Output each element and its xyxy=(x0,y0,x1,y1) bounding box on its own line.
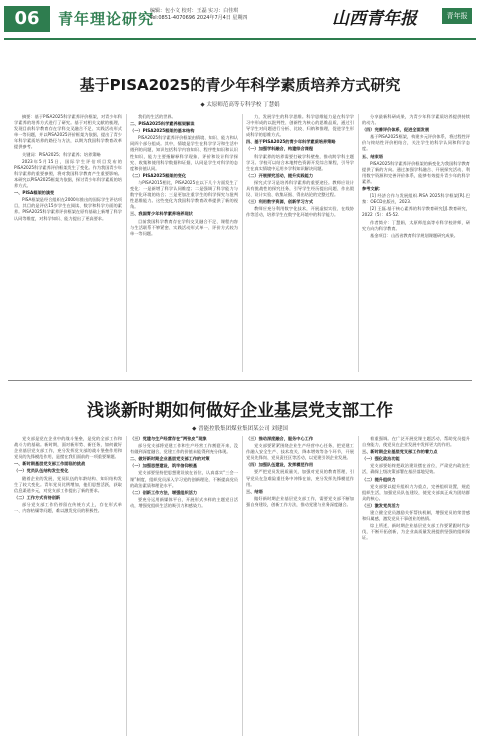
paragraph: 我们的生活的世界。 xyxy=(138,114,176,119)
subheading: （二）开展探究活动，提升实践能力 xyxy=(246,172,314,178)
paragraph: 探究式学习是培养科学素养的重要途径。教师应设计具有挑战性的探究任务，引导学生经历提出问题、作出假设、设计实验、收集证据、得出结论的完整过程。 xyxy=(246,179,354,198)
paragraph: 部分党支部工作仍停留在传统方式上，存在形式单一、内容枯燥等问题，难以激发党员的积极性。 xyxy=(14,501,122,514)
paragraph: 党支部要始终把政治建设摆在首位，严肃党内政治生活，确保上级决策部署在基层落地见效。 xyxy=(362,463,470,475)
meta-line-1: 编辑：包小文 校对：王磊 实习：白佳琪 xyxy=(150,8,239,14)
subheading: 一、PISA框架的演变 xyxy=(14,190,55,196)
newspaper-logo-badge: 青年报 xyxy=(442,8,472,24)
paragraph: 着重强调。在广泛开展党课主题活动，帮助党员提升自身能力，使党员在企业发展中发挥更大的作用。 xyxy=(362,436,470,448)
subheading: 二、做好新时期企业基层党支部工作的对策 xyxy=(130,456,210,462)
article-2-column-2 xyxy=(130,436,238,736)
paragraph: PISA框架是经合组织在2000年推出的国际学生评估项目，其目的是评估15岁学生在阅读、数学和科学方面的素养。PISA2025科学素养评价框架在原有基础上新增了科学认同等维度，对科学知识、能力提出了更高要求。 xyxy=(14,197,122,221)
newspaper-logo: 山西青年报 xyxy=(332,9,417,29)
subheading: （三）党建与生产经营存在“两张皮”现象 xyxy=(130,436,207,441)
paragraph: PISA2025科学素养评价框架的新变化为我国科学教育提供了新的方向。通过加强学科融合、开展探究活动、利用数字资源和完善评价体系，能够有效提升青少年的科学素养。 xyxy=(362,160,470,184)
subheading: （一）党员队伍结构发生变化 xyxy=(14,468,69,474)
subheading: （一）加强学科融合，构建综合课程 xyxy=(246,146,314,152)
subheading: （一）PISA2025框架的基本结构 xyxy=(130,128,195,134)
article-1-column-2 xyxy=(130,114,238,372)
paragraph: 党支部要紧紧围绕企业生产经营中心任务，把党建工作融入安全生产、技术攻关、降本增效等各个环节，开展党员先锋岗、党员责任区等活动，以党建引领企业发展。 xyxy=(246,443,354,461)
masthead xyxy=(0,0,480,38)
article-1-title: 基于PISA2025的青少年科学素质培养方式研究 xyxy=(79,76,401,94)
paragraph: 关键词：PISA2025；科学素养；培养策略 xyxy=(22,151,101,157)
paragraph: 摘要：基于PISA2025科学素养评价框架，对青少年科学素养的培养方式进行了研究。基于对相关文献的梳理，发现目前科学教育存在学科交叉融合不足、实践活动形式单一等问题，并以PISA2025评价框架为依据，提出了青少年科学素质培养的路径与方法，以期为我国科学教育改革提供参考。 xyxy=(14,114,122,150)
subheading: （二）创新工作方法，增强组织活力 xyxy=(130,489,198,495)
subheading: 二、PISA2025科学素养框架解读 xyxy=(130,121,195,127)
reference: [2] 王磊.基于核心素养的科学教育研究[J].教育研究，2022（5）：45-52. xyxy=(362,206,470,218)
article-2-title: 浅谈新时期如何做好企业基层党支部工作 xyxy=(87,401,393,421)
article-2-column-1 xyxy=(14,436,122,736)
subheading: （二）工作方式有待创新 xyxy=(14,494,61,500)
paragraph: 教师应充分利用数字化技术，开展虚拟实验、在线协作等活动，培养学生在数字化环境中的科学能力。 xyxy=(246,206,354,218)
subheading: 四、基于PISA2025的青少年科学素质培养策略 xyxy=(246,139,336,145)
paragraph: 做好新时期企业基层党支部工作，需要党支部不断加强自身建设，创新工作方法，推动党建与业务深度融合。 xyxy=(246,495,354,507)
paragraph: 建立健全党员激励关怀帮扶机制，增强党员的荣誉感和归属感，激发党员干事创业的热情。 xyxy=(362,510,470,522)
paragraph: 党支部是党在企业中的战斗堡垒，是党的全部工作和战斗力的基础。新时期，面对新形势、新任务，如何做好企业基层党支部工作，充分发挥党支部的战斗堡垒作用和党员的先锋模范作用，是摆在我们面前的一项重要课题。 xyxy=(14,436,122,460)
paragraph: 目前我国科学教育存在学科交叉融合不足、课程内容与生活联系不够紧密、实践活动形式单一、评价方式较为单一等问题。 xyxy=(130,218,238,236)
article-1-column-4 xyxy=(362,114,470,372)
article-2-column-4 xyxy=(362,436,470,736)
paragraph: 基于PISA2025框架，构建多元评价体系，将过程性评价与终结性评价相结合，关注学生的科学认同和科学态度。 xyxy=(362,134,470,152)
column-divider xyxy=(126,114,127,372)
paragraph: 党支部要以提升组织力为重点，完善组织设置，规范组织生活，加强党员队伍建设，使党支部真正成为团结群众的核心。 xyxy=(362,483,470,501)
paragraph: 随着企业的发展，党员队伍的年龄结构、知识结构发生了较大变化。青年党员比例增加，他们思想活跃，获取信息渠道多元，对党支部工作提出了新的要求。 xyxy=(14,475,122,493)
reference: [1] 经济合作与发展组织.PISA 2025科学框架[R].巴黎：OECD出版社，2023. xyxy=(362,193,470,205)
column-divider xyxy=(358,436,359,736)
meta-line-2: Tel:0851-4070696 2024年7月4日 星期四 xyxy=(150,15,248,21)
subheading: （二）提升组织力 xyxy=(362,476,396,482)
paragraph: 综上所述，新时期企业基层党支部工作要紧跟时代步伐，不断开拓创新，为企业高质量发展提供坚强的组织保证。 xyxy=(362,523,470,541)
subheading: 三、我国青少年科学素养培养现状 xyxy=(130,211,193,217)
masthead-rule xyxy=(4,38,476,40)
column-divider xyxy=(126,436,127,736)
author-bio: 作者简介：丁慧娟，太原师范高等专科学校讲师，研究方向为科学教育。 xyxy=(362,219,470,231)
subheading: 参考文献： xyxy=(362,186,383,192)
subheading: （四）完善评价体系，促进全面发展 xyxy=(362,127,430,133)
subheading: 三、新时期企业基层党支部工作的着力点 xyxy=(362,449,438,455)
subheading: （三）推动深度融合，服务中心工作 xyxy=(246,436,314,441)
subheading: 三、结语 xyxy=(246,488,263,494)
paragraph: 力，发展学生的科学思维。科学思维能力是在科学学习中形成的以批判性、创新性为核心的思维品质，通过引导学生对问题进行分析、比较、归纳和推理，促进学生形成科学的思维方式。 xyxy=(246,114,354,138)
subheading: （二）PISA2025框架的变化 xyxy=(130,172,187,178)
paragraph: 分享最新科研成果，为青少年科学素质培养提供持续的动力。 xyxy=(362,114,470,126)
article-1-column-1 xyxy=(14,114,122,372)
article-1-byline: ◆ 太原师范高等专科学校 丁慧娟 xyxy=(200,102,280,108)
subheading: （三）利用数字资源，创新学习方式 xyxy=(246,199,314,205)
paragraph: PISA2025科学素养评价框架由情境、知识、能力和认同四个部分组成。其中，情境是学生在科学学习和生活中遇到的问题，知识包括科学内容知识、程序性知识和认识性知识，能力主要指解释科学现象、评价和设计科学探究、收集和使用科学数据和证据，认同是学生对科学的态度和价值认同。 xyxy=(130,135,238,171)
editor-meta xyxy=(150,8,247,22)
article-2-column-3 xyxy=(246,436,354,736)
subheading: （一）强化政治功能 xyxy=(362,456,400,462)
column-divider xyxy=(358,114,359,372)
paragraph: 要严把党员发展质量关，加强对党员的教育管理，引导党员在急难险重任务中冲锋在前，充分发挥先锋模范作用。 xyxy=(246,469,354,487)
article-2-byline: ◆ 晋能控股集团煤业集团某公司 刘建国 xyxy=(192,426,288,432)
paragraph: 科学素养的培养需要打破学科壁垒，推动跨学科主题学习。学校可以结合本地特色资源开发综合课程，引导学生在真实情境中运用多学科知识解决问题。 xyxy=(246,153,354,171)
paragraph: 部分党支部将党建工作和生产经营工作割裂开来，没有做到深度融合，党建工作的价值未能得到充分体现。 xyxy=(130,443,238,455)
article-separator xyxy=(8,380,472,381)
subheading: （三）激发党员活力 xyxy=(362,502,400,508)
column-divider xyxy=(242,436,243,736)
article-1-column-3 xyxy=(246,114,354,372)
paragraph: 党支部要坚持把思想建设放在首位，认真落实“三会一课”制度，组织党员深入学习党的创新理论，不断提高党员的政治素质和理论水平。 xyxy=(130,470,238,488)
funding-note: 基金项目：山西省教育科学规划课题研究成果。 xyxy=(370,232,458,238)
paragraph: 与PISA2015相比，PISA2025在以下几个方面发生了变化：一是新增了科学认同维度；二是强调了科学能力与数字化环境的结合；三是更加注重学生的科学探究与批判性思维能力。这些变化为我国科学教育改革提供了新的视角。 xyxy=(130,179,238,210)
subheading: 一、新时期基层党支部工作面临的挑战 xyxy=(14,461,86,467)
page-number: 06 xyxy=(4,6,50,32)
section-title: 青年理论研究 xyxy=(58,10,155,28)
paragraph: 要充分运用新媒体平台，开展形式多样的主题党日活动，增强党组织生活的吸引力和感染力。 xyxy=(130,496,238,508)
column-divider xyxy=(242,114,243,372)
paragraph: 2023年5月15日，国际学生评估项目发布的PISA2025科学素养评价框架发生了变化。作为我国青少年科学素养的重要参照，将对我国科学教育产生重要影响。本研究以PISA2025框架为依据，探讨青少年科学素质的培养方式。 xyxy=(14,158,122,189)
subheading: 五、结束语 xyxy=(362,153,383,159)
subheading: （四）加强队伍建设，发挥模范作用 xyxy=(246,462,314,468)
subheading: （一）加强思想建设，筑牢信仰根基 xyxy=(130,463,198,469)
